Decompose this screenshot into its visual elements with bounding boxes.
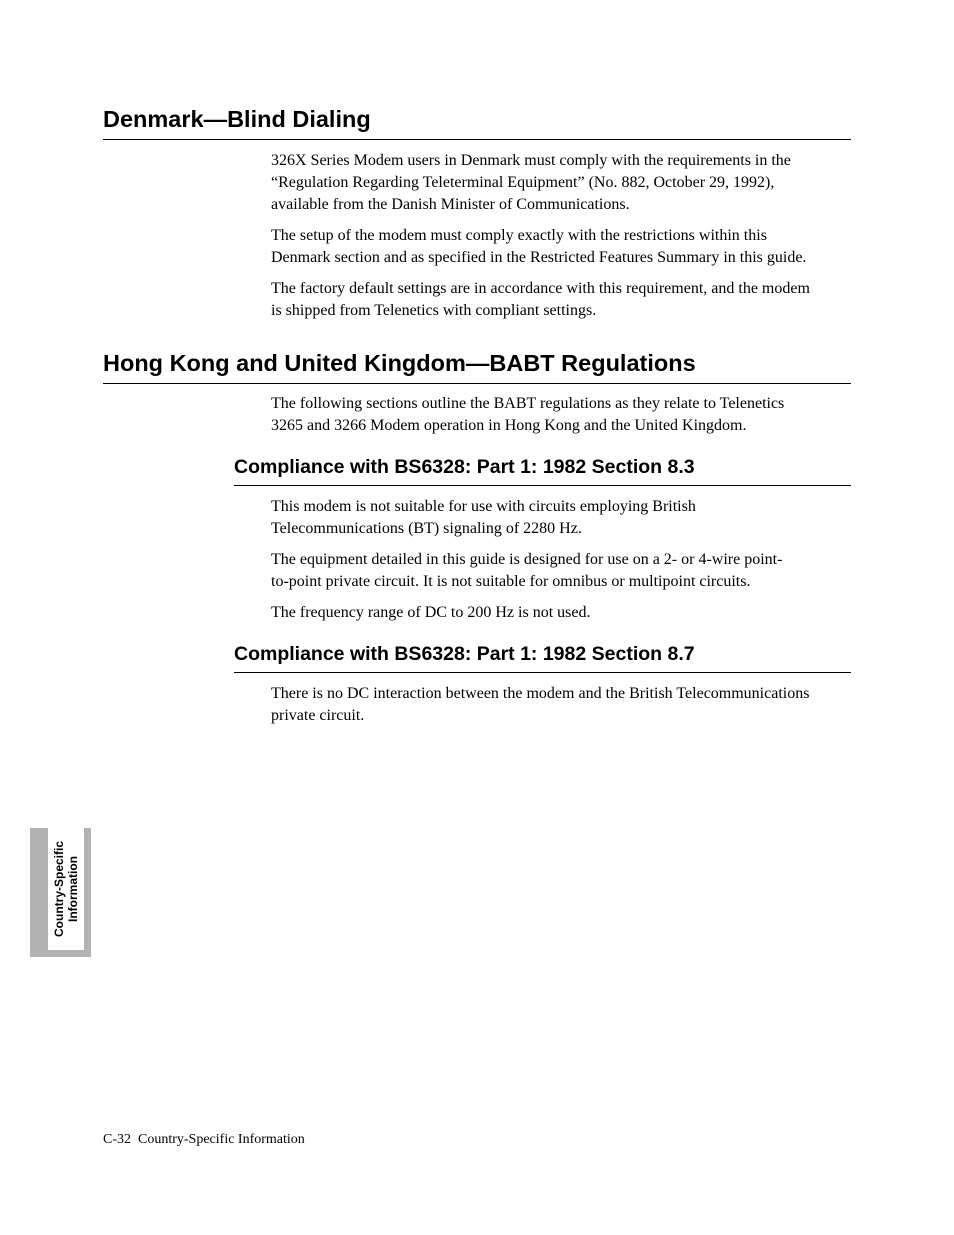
section-heading-denmark: Denmark—Blind Dialing <box>103 105 851 140</box>
side-thumb-tab <box>30 828 91 957</box>
side-tab-line-2: Information <box>66 856 80 923</box>
denmark-paragraph-2: The setup of the modem must comply exactly with the restrictions within this Denmark section and as specified in the Restricted Features Summary in this guide. <box>271 227 807 266</box>
footer-title: Country-Specific Information <box>138 1132 305 1147</box>
section-8-7-paragraph-1: There is no DC interaction between the modem and the British Telecommunications private circuit. <box>271 685 810 724</box>
subsection-heading-8-3: Compliance with BS6328: Part 1: 1982 Section 8.3 <box>234 455 851 486</box>
footer-page-number: C-32 <box>103 1132 131 1147</box>
denmark-paragraph-3: The factory default settings are in accordance with this requirement, and the modem is shipped from Telenetics with compliant settings. <box>271 280 810 319</box>
hong-kong-uk-paragraph-1: The following sections outline the BABT regulations as they relate to Telenetics 3265 and 3266 Modem operation in Hong Kong and the United Kingdom. <box>271 395 785 434</box>
section-8-3-paragraph-1: This modem is not suitable for use with circuits employing British Telecommunications (BT) signaling of 2280 Hz. <box>271 498 696 537</box>
side-thumb-tab-label <box>52 841 80 937</box>
page-footer <box>103 1131 305 1149</box>
denmark-paragraph-1: 326X Series Modem users in Denmark must comply with the requirements in the “Regulation Regarding Teleterminal Equipment” (No. 882, October 29, 1992), available from the Danish Minister of Communications. <box>271 152 791 213</box>
subsection-heading-8-7: Compliance with BS6328: Part 1: 1982 Section 8.7 <box>234 642 851 673</box>
section-8-3-paragraph-2: The equipment detailed in this guide is designed for use on a 2- or 4-wire point- to-point private circuit. It is not suitable for omnibus or multipoint circuits. <box>271 551 783 590</box>
section-heading-hong-kong-uk: Hong Kong and United Kingdom—BABT Regulations <box>103 349 851 384</box>
section-8-3-paragraph-3: The frequency range of DC to 200 Hz is not used. <box>271 604 591 621</box>
side-thumb-tab-label-box <box>48 828 84 950</box>
side-tab-line-1: Country-Specific <box>52 840 66 938</box>
